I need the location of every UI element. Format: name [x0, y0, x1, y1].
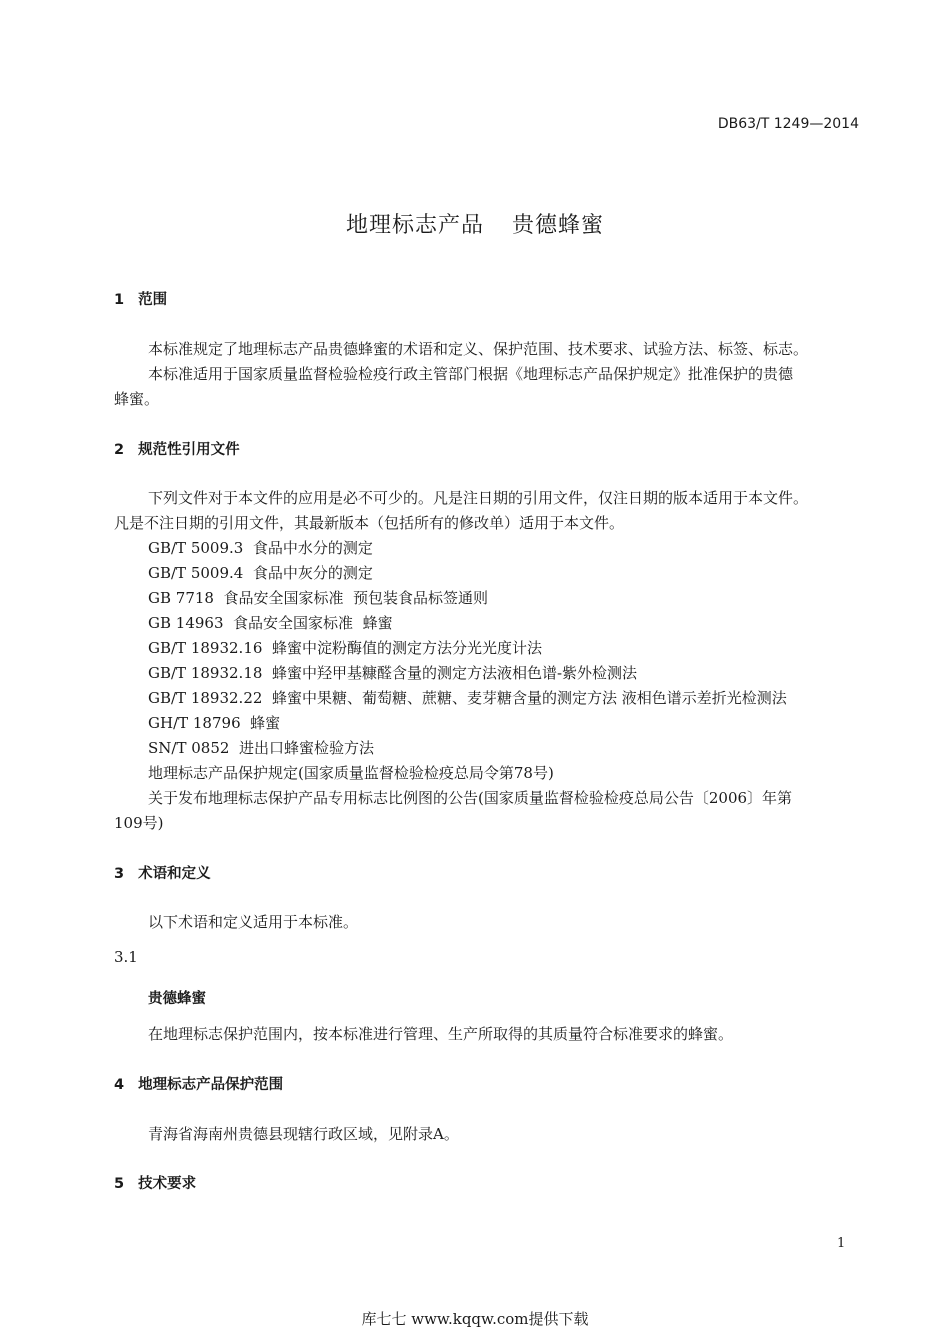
download-footer: 库七七 www.kqqw.com提供下载	[361, 1310, 589, 1328]
section-3-heading	[114, 862, 211, 883]
section-1-paragraph-2-line-2: 蜂蜜。	[114, 390, 160, 408]
page-number: 1	[837, 1236, 846, 1251]
reference-item-last-line-2: 109号)	[114, 814, 164, 832]
reference-item: GB/T 5009.3 食品中水分的测定	[148, 539, 373, 557]
section-2-paragraph-line-2: 凡是不注日期的引用文件，其最新版本（包括所有的修改单）适用于本文件。	[114, 514, 625, 532]
section-1-paragraph-2-line-1: 本标准适用于国家质量监督检验检疫行政主管部门根据《地理标志产品保护规定》批准保护的贵德	[148, 365, 794, 383]
reference-item: GB/T 18932.18 蜂蜜中羟甲基糠醛含量的测定方法液相色谱-紫外检测法	[148, 664, 638, 682]
subsection-number: 3.1	[114, 948, 138, 966]
reference-item: GB 14963 食品安全国家标准 蜂蜜	[148, 614, 393, 632]
section-title: 术语和定义	[138, 866, 211, 882]
section-5-heading	[114, 1172, 196, 1193]
section-number: 5	[114, 1176, 125, 1192]
standard-code: DB63/T 1249—2014	[717, 116, 859, 132]
reference-item: 地理标志产品保护规定(国家质量监督检验检疫总局令第78号)	[148, 764, 554, 782]
section-1-paragraph-1: 本标准规定了地理标志产品贵德蜂蜜的术语和定义、保护范围、技术要求、试验方法、标签、标志。	[148, 340, 809, 358]
section-title: 技术要求	[138, 1176, 197, 1192]
reference-item: GH/T 18796 蜂蜜	[148, 714, 281, 732]
reference-item: GB/T 18932.16 蜂蜜中淀粉酶值的测定方法分光光度计法	[148, 639, 542, 657]
term-definition: 在地理标志保护范围内，按本标准进行管理、生产所取得的其质量符合标准要求的蜂蜜。	[148, 1025, 734, 1043]
section-number: 2	[114, 442, 125, 458]
reference-item: GB/T 18932.22 蜂蜜中果糖、葡萄糖、蔗糖、麦芽糖含量的测定方法 液相色谱示差折光检测法	[148, 689, 787, 707]
reference-item: GB/T 5009.4 食品中灰分的测定	[148, 564, 373, 582]
section-4-heading	[114, 1073, 283, 1094]
section-number: 3	[114, 866, 125, 882]
section-title: 地理标志产品保护范围	[138, 1077, 284, 1093]
term-name: 贵德蜂蜜	[148, 991, 206, 1007]
section-1-heading	[114, 288, 167, 309]
section-number: 4	[114, 1077, 125, 1093]
section-3-intro: 以下术语和定义适用于本标准。	[148, 913, 359, 931]
reference-item-last-line-1: 关于发布地理标志保护产品专用标志比例图的公告(国家质量监督检验检疫总局公告〔2006〕年第	[148, 789, 793, 807]
section-number: 1	[114, 292, 125, 308]
title-part2: 贵德蜂蜜	[512, 213, 605, 238]
title-part1: 地理标志产品	[345, 213, 484, 238]
reference-item: GB 7718 食品安全国家标准 预包装食品标签通则	[148, 589, 489, 607]
section-title: 规范性引用文件	[138, 442, 240, 458]
section-2-heading	[114, 438, 240, 459]
section-title: 范围	[138, 292, 168, 308]
section-4-paragraph: 青海省海南州贵德县现辖行政区域，见附录A。	[148, 1125, 459, 1143]
section-2-paragraph-line-1: 下列文件对于本文件的应用是必不可少的。凡是注日期的引用文件，仅注日期的版本适用于本文件。	[148, 489, 809, 507]
reference-item: SN/T 0852 进出口蜂蜜检验方法	[148, 739, 374, 757]
page-title	[0, 208, 950, 239]
